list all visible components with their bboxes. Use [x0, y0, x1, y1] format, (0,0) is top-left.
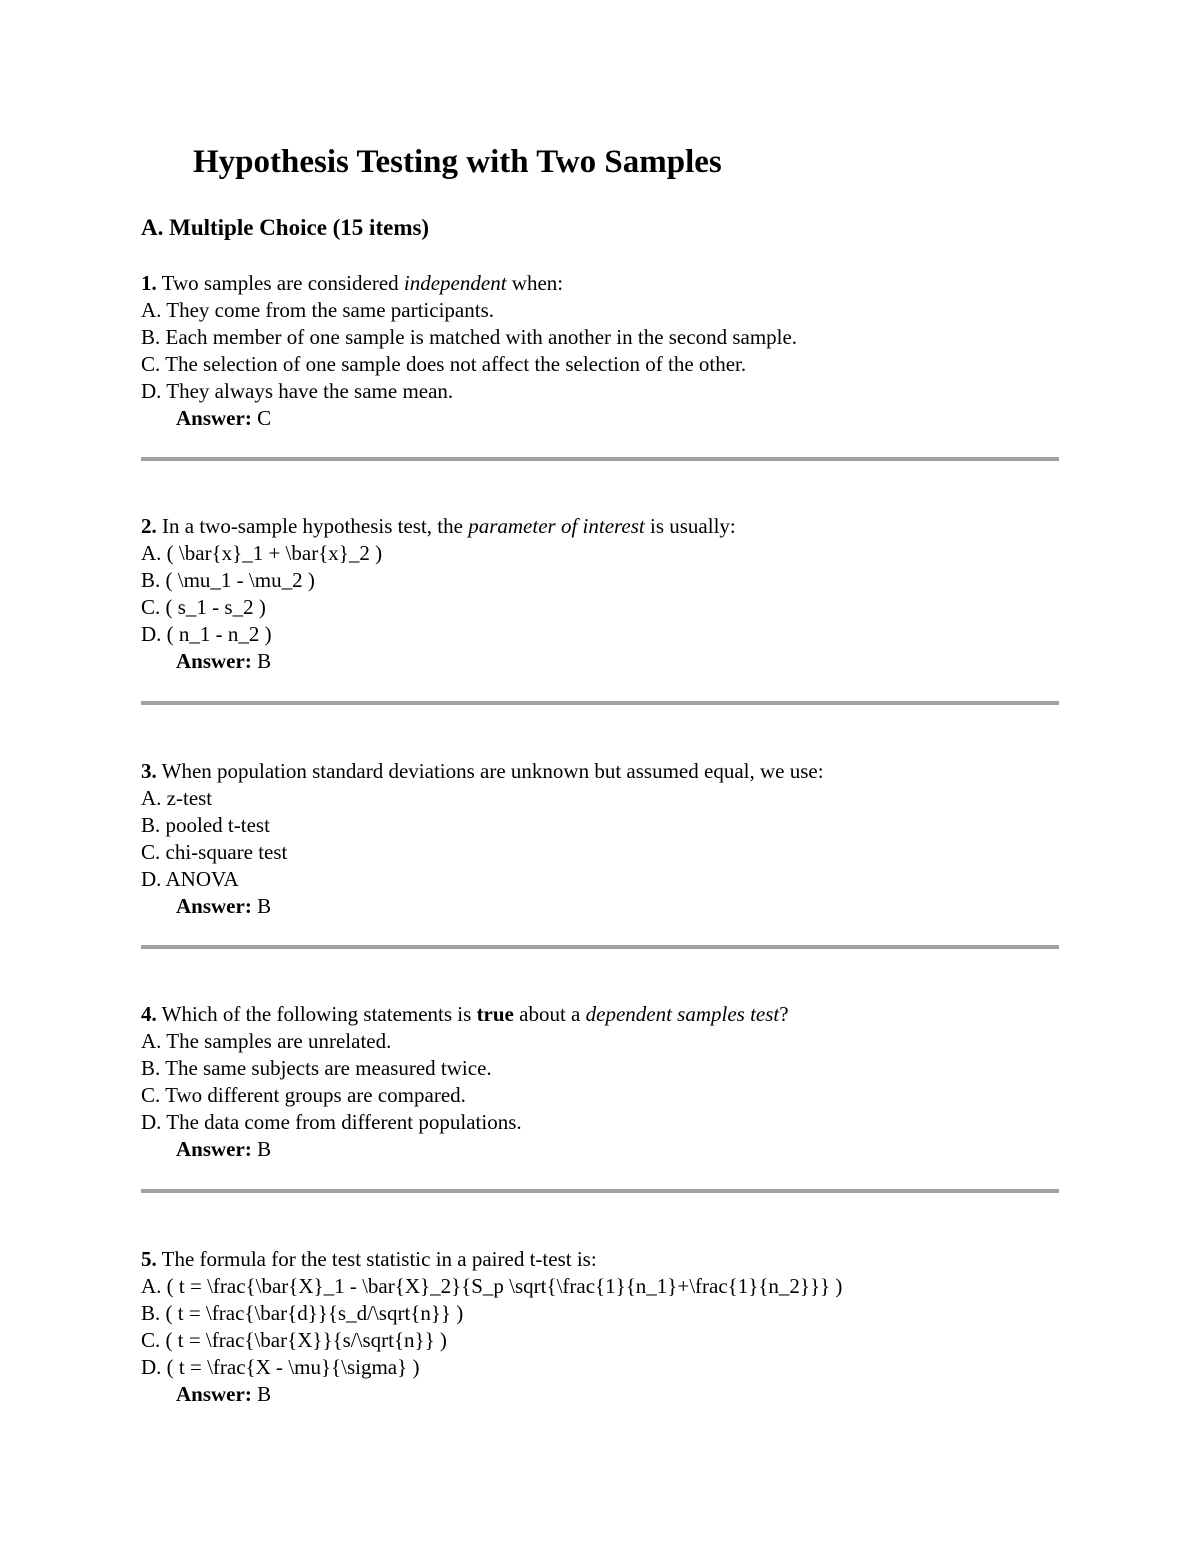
option-b: B. ( \mu_1 - \mu_2 )	[141, 568, 315, 592]
stem-emphasis: parameter of interest	[468, 514, 645, 538]
option-d: D. ANOVA	[141, 867, 239, 891]
option-d: D. They always have the same mean.	[141, 379, 454, 403]
option-a: A. ( \bar{x}_1 + \bar{x}_2 )	[141, 541, 383, 565]
stem-text: Which of the following statements is	[156, 1002, 477, 1026]
answer-value: B	[251, 649, 272, 673]
stem-text: In a two-sample hypothesis test, the	[156, 514, 469, 538]
stem-text: is usually:	[644, 514, 736, 538]
question-stem	[141, 270, 1061, 297]
option-c: C. chi-square test	[141, 840, 288, 864]
option-d: D. ( t = \frac{X - \mu}{\sigma} )	[141, 1355, 420, 1379]
answer-line	[141, 1381, 1061, 1408]
option-d: D. ( n_1 - n_2 )	[141, 622, 272, 646]
answer-label: Answer:	[176, 1137, 252, 1161]
stem-emphasis: dependent samples test	[585, 1002, 780, 1026]
option-b: B. ( t = \frac{\bar{d}}{s_d/\sqrt{n}} )	[141, 1301, 464, 1325]
stem-text: when:	[506, 271, 564, 295]
question-stem	[141, 758, 1061, 785]
question-number: 1.	[141, 271, 157, 295]
stem-text: Two samples are considered	[156, 271, 404, 295]
stem-strong: true	[476, 1002, 514, 1026]
answer-value: C	[251, 406, 272, 430]
stem-text: ?	[779, 1002, 789, 1026]
answer-value: B	[251, 1137, 272, 1161]
option-b: B. Each member of one sample is matched with another in the second sample.	[141, 325, 798, 349]
question-stem	[141, 513, 1061, 540]
option-a: A. They come from the same participants.	[141, 298, 495, 322]
question-number: 2.	[141, 514, 157, 538]
option-b: B. The same subjects are measured twice.	[141, 1056, 492, 1080]
answer-line	[141, 1136, 1061, 1163]
question-number: 5.	[141, 1247, 157, 1271]
option-c: C. ( t = \frac{\bar{X}}{s/\sqrt{n}} )	[141, 1328, 447, 1352]
answer-label: Answer:	[176, 1382, 252, 1406]
answer-label: Answer:	[176, 894, 252, 918]
question-number: 4.	[141, 1002, 157, 1026]
option-c: C. ( s_1 - s_2 )	[141, 595, 266, 619]
option-a: A. ( t = \frac{\bar{X}_1 - \bar{X}_2}{S_p \sqrt{\frac{1}{n_1}+\frac{1}{n_2}}} )	[141, 1274, 843, 1298]
option-c: C. The selection of one sample does not affect the selection of the other.	[141, 352, 747, 376]
stem-text: The formula for the test statistic in a paired t-test is:	[156, 1247, 597, 1271]
option-d: D. The data come from different populations.	[141, 1110, 522, 1134]
answer-label: Answer:	[176, 649, 252, 673]
stem-emphasis: independent	[403, 271, 507, 295]
question-stem	[141, 1246, 1061, 1273]
option-c: C. Two different groups are compared.	[141, 1083, 466, 1107]
divider	[141, 945, 1059, 949]
question-5	[141, 1246, 1061, 1408]
question-3	[141, 758, 1061, 920]
answer-line	[141, 893, 1061, 920]
option-a: A. The samples are unrelated.	[141, 1029, 392, 1053]
answer-value: B	[251, 894, 272, 918]
divider	[141, 457, 1059, 461]
answer-line	[141, 405, 1061, 432]
question-number: 3.	[141, 759, 157, 783]
option-b: B. pooled t-test	[141, 813, 270, 837]
answer-value: B	[251, 1382, 272, 1406]
question-2	[141, 513, 1061, 675]
answer-label: Answer:	[176, 406, 252, 430]
question-1	[141, 270, 1061, 432]
stem-text: When population standard deviations are unknown but assumed equal, we use:	[156, 759, 824, 783]
divider	[141, 701, 1059, 705]
question-4	[141, 1001, 1061, 1163]
answer-line	[141, 648, 1061, 675]
option-a: A. z-test	[141, 786, 213, 810]
question-stem	[141, 1001, 1061, 1028]
section-heading: A. Multiple Choice (15 items)	[141, 215, 430, 240]
stem-text: about a	[513, 1002, 586, 1026]
document-title: Hypothesis Testing with Two Samples	[193, 144, 722, 180]
divider	[141, 1189, 1059, 1193]
